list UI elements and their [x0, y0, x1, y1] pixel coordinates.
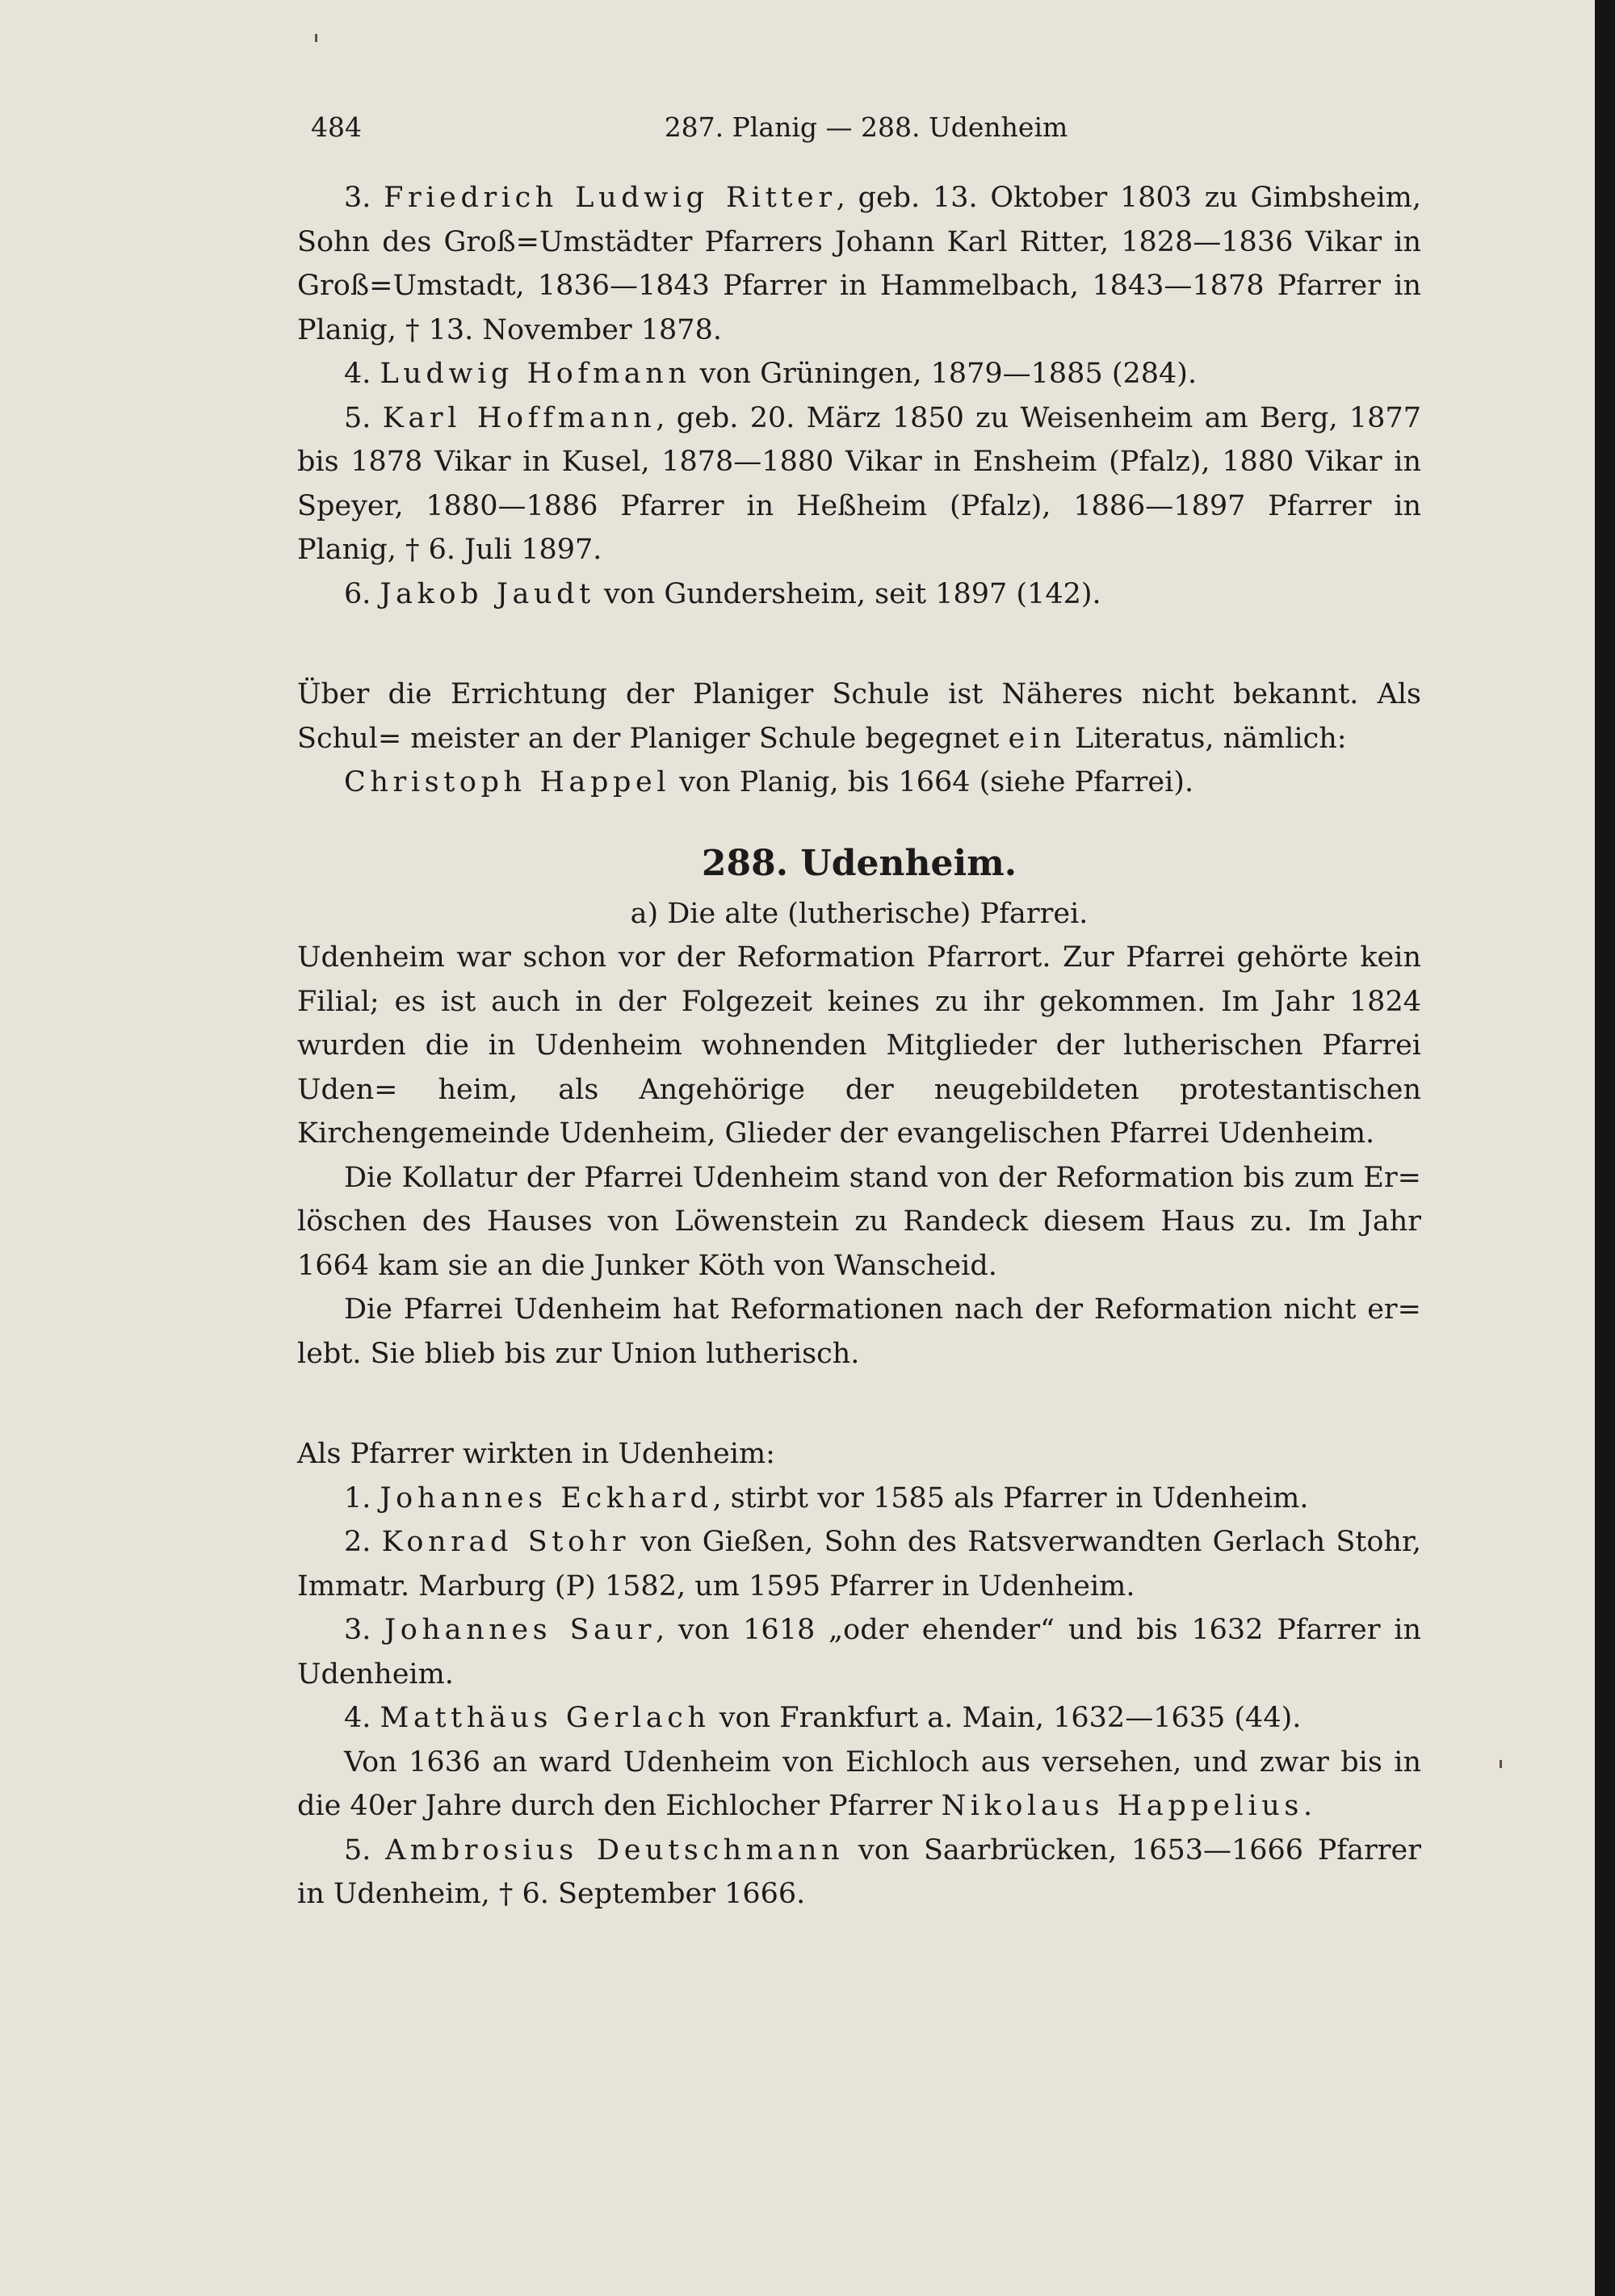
- pfarrer-entry: 4. Ludwig Hofmann von Grüningen, 1879—1885 (284).: [344, 358, 1198, 390]
- scan-border: [1595, 0, 1615, 2296]
- pfarrer-intro: Als Pfarrer wirkten in Udenheim:: [297, 1438, 775, 1470]
- pfarrer-entry: 1. Johannes Eckhard, stirbt vor 1585 als Pfarrer in Udenheim.: [344, 1481, 1309, 1515]
- section-subheading: a) Die alte (lutherische) Pfarrei.: [630, 897, 1089, 930]
- person-name: Friedrich Ludwig Ritter: [384, 182, 837, 214]
- running-head: [311, 103, 1421, 152]
- pfarrer-entry: 5. Ambrosius Deutschmann von Saarbrücken, 1653—1666 Pfarrer in Udenheim, † 6. September 1666.: [297, 1833, 1421, 1910]
- scan-speck: [315, 34, 317, 42]
- section-paragraph: Die Pfarrei Udenheim hat Reformationen nach der Reformation nicht er= lebt. Sie blieb bis zur Union lutherisch.: [297, 1293, 1421, 1370]
- pfarrer-entry: 4. Matthäus Gerlach von Frankfurt a. Main, 1632—1635 (44).: [344, 1702, 1302, 1734]
- pfarrer-entry: 3. Johannes Saur, von 1618 „oder ehender“ und bis 1632 Pfarrer in Udenheim.: [297, 1614, 1421, 1691]
- schule-teacher: Christoph Happel von Planig, bis 1664 (siehe Pfarrei).: [344, 766, 1194, 798]
- pfarrer-entry: 6. Jakob Jaudt von Gundersheim, seit 1897 (142).: [344, 577, 1101, 610]
- section-paragraph: Die Kollatur der Pfarrei Udenheim stand von der Reformation bis zum Er= löschen des Hauses von Löwenstein zu Randeck diesem Haus zu. Im Jahr 1664 kam sie an die Junker Köth von Wanscheid.: [297, 1161, 1421, 1282]
- person-name: Konrad Stohr: [381, 1526, 631, 1558]
- pfarrer-entry: 2. Konrad Stohr von Gießen, Sohn des Ratsverwandten Gerlach Stohr, Immatr. Marburg (P) 1582, um 1595 Pfarrer in Udenheim.: [297, 1526, 1421, 1603]
- person-name: Nikolaus Happelius: [941, 1790, 1303, 1822]
- person-name: Christoph Happel: [344, 766, 671, 798]
- person-name: Ambrosius Deutschmann: [385, 1833, 845, 1867]
- section-note: Von 1636 an ward Udenheim von Eichloch aus versehen, und zwar bis in die 40er Jahre durch den Eichlocher Pfarrer Nikolaus Happelius.: [297, 1745, 1421, 1822]
- person-name: Matthäus Gerlach: [380, 1702, 711, 1734]
- person-name: Johannes Eckhard: [380, 1481, 713, 1515]
- running-title: 287. Planig — 288. Udenheim: [664, 111, 1068, 143]
- emphasis: ein: [1008, 722, 1066, 755]
- body-text: [297, 176, 1421, 1917]
- schule-paragraph: Über die Errichtung der Planiger Schule ist Näheres nicht bekannt. Als Schul= meister an der Planiger Schule begegnet ein Literatus, nämlich:: [297, 678, 1421, 755]
- person-name: Karl Hoffmann: [382, 401, 656, 434]
- page-number: 484: [311, 111, 362, 143]
- person-name: Ludwig Hofmann: [380, 358, 691, 390]
- section-heading: 288. Udenheim.: [701, 842, 1017, 884]
- pfarrer-entry: 3. Friedrich Ludwig Ritter, geb. 13. Oktober 1803 zu Gimbsheim, Sohn des Groß=Umstädter Pfarrers Johann Karl Ritter, 1828—1836 Vikar in Groß=Umstadt, 1836—1843 Pfarrer in Hammelbach, 1843—1878 Pfarrer in Planig, † 13. November 1878.: [297, 182, 1421, 346]
- section-paragraph: Udenheim war schon vor der Reformation Pfarrort. Zur Pfarrei gehörte kein Filial; es ist auch in der Folgezeit keines zu ihr gekommen. Im Jahr 1824 wurden die in Udenheim wohnenden Mitglieder der lutherischen Pfarrei Uden= heim, als Angehörige der neugebildeten protestantischen Kirchengemeinde Udenheim, Glieder der evangelischen Pfarrei Udenheim.: [297, 941, 1421, 1150]
- person-name: Jakob Jaudt: [380, 577, 595, 610]
- person-name: Johannes Saur: [384, 1614, 656, 1646]
- scan-speck: [1500, 1760, 1502, 1768]
- pfarrer-entry: 5. Karl Hoffmann, geb. 20. März 1850 zu Weisenheim am Berg, 1877 bis 1878 Vikar in Kusel, 1878—1880 Vikar in Ensheim (Pfalz), 1880 Vikar in Speyer, 1880—1886 Pfarrer in Heßheim (Pfalz), 1886—1897 Pfarrer in Planig, † 6. Juli 1897.: [297, 401, 1421, 566]
